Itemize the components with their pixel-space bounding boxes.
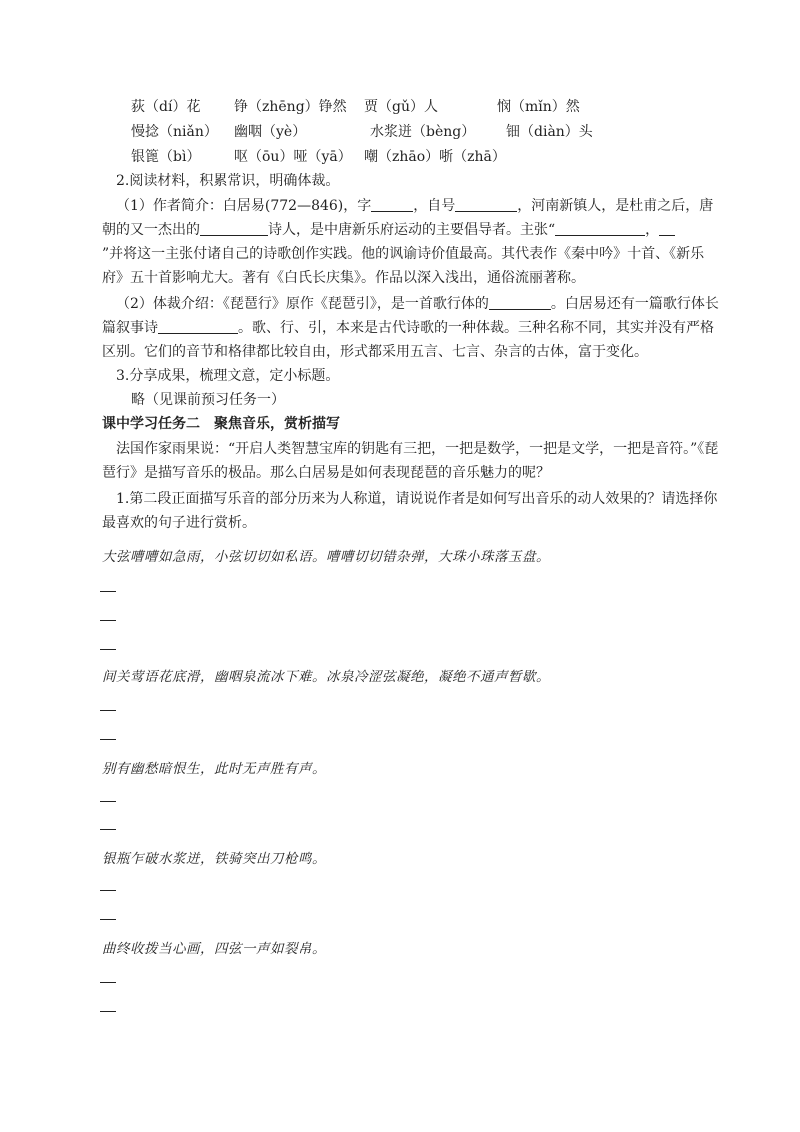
- pinyin-item: 荻（dí）花: [131, 99, 201, 115]
- answer-blank[interactable]: [489, 295, 551, 310]
- answer-line[interactable]: [100, 829, 116, 830]
- answer-line[interactable]: [100, 890, 116, 891]
- pinyin-item: 钿（diàn）头: [506, 124, 593, 140]
- poem-quote: 别有幽愁暗恨生，此时无声胜有声。: [102, 761, 326, 777]
- intro-paragraph: 法国作家雨果说：“开启人类智慧宝库的钥匙有三把，一把是数学，一把是文学，一把是音符。”《琵琶行》是描写音乐的极品。那么白居易是如何表现琵琶的音乐魅力的呢？: [102, 441, 719, 481]
- genre-intro-paragraph: （2）体裁介绍：《琵琶行》原作《琵琶引》，是一首歌行体的 。白居易还有一篇歌行体长篇叙事诗 。歌、行、引，本来是古代诗歌的一种体裁。三种名称不同，其实并没有严格区别。它们的音节和格律都比较自由，形式都采用五言、七言、杂言的古体，富于变化。: [102, 296, 719, 360]
- pinyin-item: 嘲（zhāo）哳（zhā）: [364, 149, 506, 165]
- task-answer: 略（见课前预习任务一）: [131, 392, 285, 408]
- answer-blank[interactable]: [158, 319, 238, 334]
- pinyin-item: 慢捻（niǎn）: [131, 124, 218, 140]
- answer-line[interactable]: [100, 919, 116, 920]
- pinyin-item: 呕（ōu）哑（yā）: [234, 149, 352, 165]
- answer-line[interactable]: [100, 620, 116, 621]
- pinyin-item: 贾（gǔ）人: [364, 99, 438, 115]
- answer-line[interactable]: [100, 801, 116, 802]
- answer-line[interactable]: [100, 982, 116, 983]
- pinyin-item: 水浆迸（bèng）: [370, 124, 476, 140]
- task-heading: 2.阅读材料，积累常识，明确体裁。: [116, 173, 340, 189]
- question-paragraph: 1.第二段正面描写乐音的部分历来为人称道，请说说作者是如何写出音乐的动人效果的？请选择你最喜欢的句子进行赏析。: [102, 491, 718, 531]
- task-heading: 3.分享成果，梳理文意，定小标题。: [116, 368, 340, 384]
- answer-blank[interactable]: [659, 221, 675, 236]
- section-heading: 课中学习任务二 聚焦音乐，赏析描写: [102, 416, 340, 432]
- answer-blank[interactable]: [455, 197, 517, 212]
- answer-blank[interactable]: [555, 221, 645, 236]
- answer-line[interactable]: [100, 649, 116, 650]
- answer-line[interactable]: [100, 739, 116, 740]
- pinyin-item: 悯（mǐn）然: [497, 99, 580, 115]
- answer-line[interactable]: [100, 1011, 116, 1012]
- author-intro-paragraph: （1）作者简介：白居易(772—846)，字 ，自号 ，河南新镇人，是杜甫之后，唐朝的又一杰出的 诗人，是中唐新乐府运动的主要倡导者。主张“ ， ”并将这一主张付诸自己的诗歌创作实践。他的讽谕诗价值最高。其代表作《秦中吟》十首、《新乐府》五十首影响尤大。著有《白氏长庆集》。作品以深入浅出，通俗流丽著称。: [102, 198, 714, 286]
- answer-blank[interactable]: [371, 197, 413, 212]
- poem-quote: 大弦嘈嘈如急雨，小弦切切如私语。嘈嘈切切错杂弹，大珠小珠落玉盘。: [102, 549, 550, 565]
- pinyin-item: 银篦（bì）: [131, 149, 201, 165]
- pinyin-item: 铮（zhēng）铮然: [234, 99, 347, 115]
- poem-quote: 银瓶乍破水浆迸，铁骑突出刀枪鸣。: [102, 851, 326, 867]
- poem-quote: 曲终收拨当心画，四弦一声如裂帛。: [102, 941, 326, 957]
- poem-quote: 间关莺语花底滑，幽咽泉流冰下难。冰泉冷涩弦凝绝，凝绝不通声暂歇。: [102, 669, 550, 685]
- pinyin-item: 幽咽（yè）: [234, 124, 307, 140]
- answer-line[interactable]: [100, 710, 116, 711]
- answer-line[interactable]: [100, 591, 116, 592]
- answer-blank[interactable]: [200, 221, 268, 236]
